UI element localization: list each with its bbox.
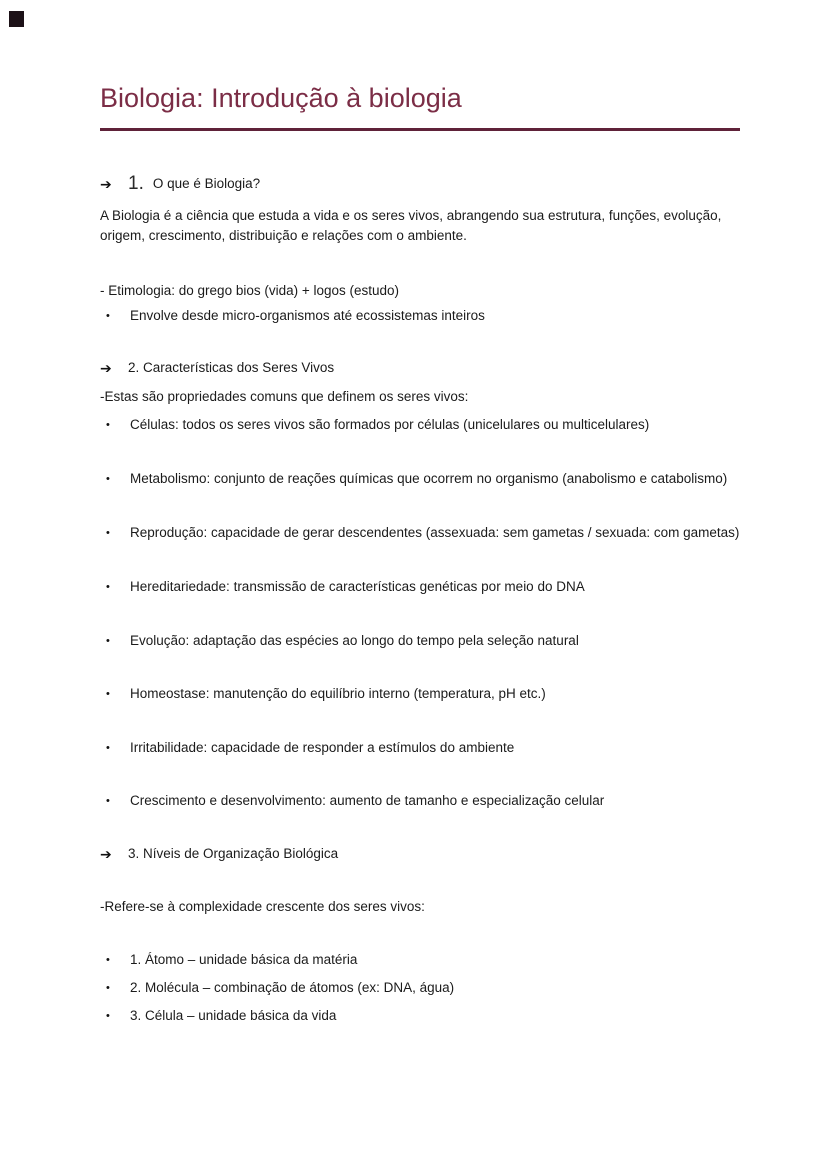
list-item <box>100 792 740 810</box>
bullet-dot-icon: • <box>106 419 110 432</box>
section-3-heading <box>100 845 740 863</box>
list-item-text: Envolve desde micro-organismos até ecossistemas inteiros <box>130 308 485 324</box>
list-item <box>100 524 740 542</box>
list-item-text: Crescimento e desenvolvimento: aumento de tamanho e especialização celular <box>130 793 605 809</box>
page-title: Biologia: Introdução à biologia <box>100 83 462 113</box>
bullet-dot-icon: • <box>106 635 110 648</box>
list-item-text: Hereditariedade: transmissão de características genéticas por meio do DNA <box>130 579 585 595</box>
bullet-dot-icon: • <box>106 954 110 967</box>
list-item <box>100 1007 740 1025</box>
list-item <box>100 632 740 650</box>
bullet-dot-icon: • <box>106 795 110 808</box>
section-1-etymology-line: - Etimologia: do grego bios (vida) + logos (estudo) <box>100 283 400 299</box>
document-page <box>100 0 740 1025</box>
corner-mark <box>9 11 24 27</box>
list-item <box>100 416 740 434</box>
section-1-heading-label: O que é Biologia? <box>152 176 261 192</box>
list-item <box>100 979 740 997</box>
list-item-text: Homeostase: manutenção do equilíbrio interno (temperatura, pH etc.) <box>130 686 546 702</box>
bullet-dot-icon: • <box>106 742 110 755</box>
section-1-heading <box>100 173 740 195</box>
list-item-text: Metabolismo: conjunto de reações químicas que ocorrem no organismo (anabolismo e catabolismo) <box>130 471 728 487</box>
list-item-text: Irritabilidade: capacidade de responder a estímulos do ambiente <box>130 740 515 756</box>
list-item-text: Células: todos os seres vivos são formados por células (unicelulares ou multicelulares) <box>130 417 650 433</box>
bullet-dot-icon: • <box>106 1010 110 1023</box>
list-item-text: 1. Átomo – unidade básica da matéria <box>130 952 358 968</box>
list-item-text: Evolução: adaptação das espécies ao longo do tempo pela seleção natural <box>130 633 579 649</box>
section-2-heading-label: 2. Características dos Seres Vivos <box>128 360 335 376</box>
list-item <box>100 951 740 969</box>
title-divider <box>100 128 740 131</box>
list-item-text: 2. Molécula – combinação de átomos (ex: DNA, água) <box>130 980 455 996</box>
list-item <box>100 685 740 703</box>
list-item-text: Reprodução: capacidade de gerar descendentes (assexuada: sem gametas / sexuada: com gametas) <box>130 525 740 541</box>
bullet-dot-icon: • <box>106 473 110 486</box>
list-item-text: 3. Célula – unidade básica da vida <box>130 1008 337 1024</box>
arrow-bullet-icon: ➔ <box>100 360 112 377</box>
section-3-heading-label: 3. Níveis de Organização Biológica <box>128 846 339 862</box>
bullet-dot-icon: • <box>106 982 110 995</box>
section-3-intro-line: -Refere-se à complexidade crescente dos seres vivos: <box>100 899 425 915</box>
bullet-dot-icon: • <box>106 310 110 323</box>
list-item <box>100 307 740 325</box>
section-2-heading <box>100 359 740 377</box>
list-item <box>100 739 740 757</box>
bullet-dot-icon: • <box>106 688 110 701</box>
list-item <box>100 470 740 488</box>
bullet-dot-icon: • <box>106 527 110 540</box>
section-1-number: 1. <box>128 173 144 195</box>
arrow-bullet-icon: ➔ <box>100 846 112 863</box>
section-2-intro-line: -Estas são propriedades comuns que definem os seres vivos: <box>100 389 469 405</box>
section-1-paragraph: A Biologia é a ciência que estuda a vida e os seres vivos, abrangendo sua estrutura, funções, evolução, origem, crescimento, distribuição e relações com o ambiente. <box>100 208 722 244</box>
bullet-dot-icon: • <box>106 581 110 594</box>
arrow-bullet-icon: ➔ <box>100 176 112 193</box>
list-item <box>100 578 740 596</box>
